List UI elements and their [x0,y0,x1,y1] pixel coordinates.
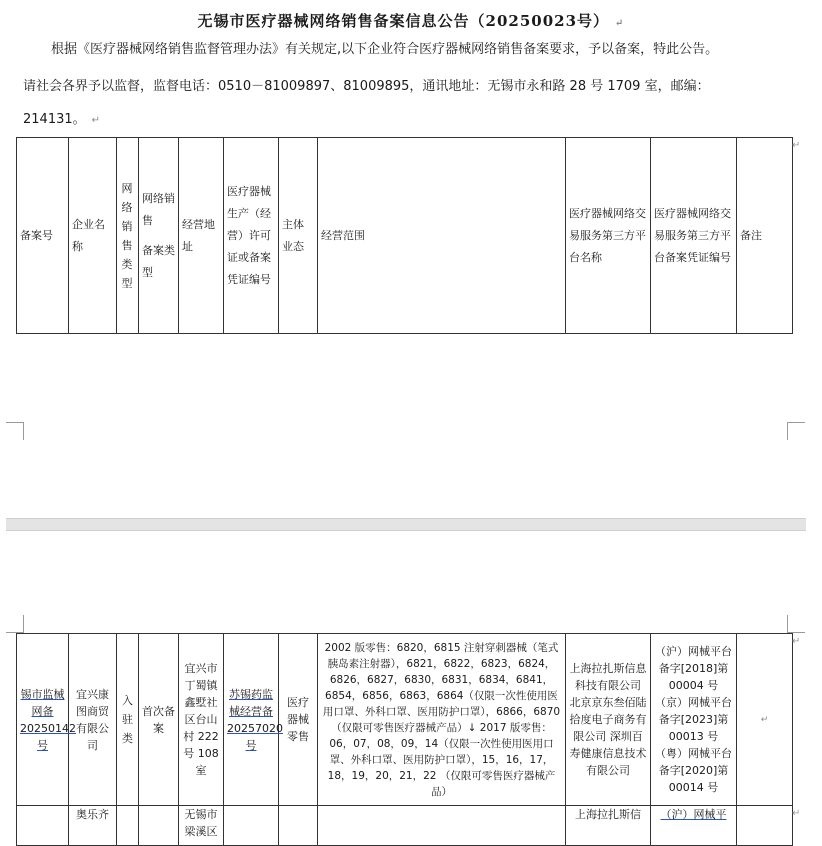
row-end-mark: ↵ [792,808,801,819]
cell-address: 宜兴市丁蜀镇鑫墅社区台山村 222 号 108 室 [179,634,224,806]
cell-record-no: 锡市监械网备 20250142 号 [17,634,69,806]
cell-record-type [139,806,179,846]
cell-license: 苏锡药监械经营备 20257020 号 [224,634,279,806]
cell-scope [318,806,566,846]
contact-paragraph: 请社会各界予以监督，监督电话：0510－81009897、81009895，通讯地址：无锡市永和路 28 号 1709 室，邮编： [23,79,710,94]
cell-company: 宜兴康图商贸有限公司 [69,634,117,806]
page-corner-mark [6,422,24,440]
record-table-body [16,633,793,846]
cell-address: 无锡市梁溪区 [179,806,224,846]
header-sales-type: 网络销售类型 [117,138,139,334]
cell-business-type: 医疗器械零售 [279,634,318,806]
page-corner-mark [787,615,805,633]
header-platform-record: 医疗器械网络交易服务第三方平台备案凭证编号 [651,138,737,334]
cell-company: 奥乐齐 [69,806,117,846]
header-license: 医疗器械生产（经营）许可证或备案凭证编号 [224,138,279,334]
cell-platform-record: （沪）网械平台备字[2018]第 00004 号 （京）网械平台备字[2023]第 00013 号 （粤）网械平台备字[2020]第 00014 号 [651,634,737,806]
cell-platform-name: 上海拉扎斯信 [566,806,651,846]
cell-sales-type: 入驻类 [117,634,139,806]
page-corner-mark [787,422,805,440]
cell-platform-name: 上海拉扎斯信息科技有限公司 北京京东叁佰陆拾度电子商务有限公司 深圳百寿健康信息技术有限公司 [566,634,651,806]
page-corner-mark [6,615,24,633]
cell-platform-record: （沪）网械平 [651,806,737,846]
page-separator [6,518,806,531]
document-title: 无锡市医疗器械网络销售备案信息公告（20250023号） ↵ [197,12,625,30]
cell-scope: 2002 版零售：6820，6815 注射穿刺器械（笔式胰岛素注射器），6821，6822，6823，6824，6826，6827，6830，6831，6834，6841，6854，6856，6863，6864（仅限一次性使用医用口罩、外科口罩、医用防护口罩），6866，6870 （仅限可零售医疗器械产品）↓ 2017 版零售：06，07，08，09，14（仅限一次性使用医用口罩、外科口罩、医用防护口罩），15，16，17，18，19，20，21，22 （仅限可零售医疗器械产品） [318,634,566,806]
cell-license [224,806,279,846]
header-record-type: 网络销售 备案类型 [139,138,179,334]
header-company: 企业名称 [69,138,117,334]
page-gap [0,440,822,630]
table-row [17,806,793,846]
cell-business-type [279,806,318,846]
header-business-type: 主体业态 [279,138,318,334]
cell-record-type: 首次备案 [139,634,179,806]
row-end-mark: ↵ [792,140,801,151]
cell-sales-type [117,806,139,846]
header-platform-name: 医疗器械网络交易服务第三方平台名称 [566,138,651,334]
header-remarks: 备注 [737,138,793,334]
cell-remarks [737,806,793,846]
cell-remarks: ↵ [737,634,793,806]
cell-record-no [17,806,69,846]
record-table-header [16,137,793,334]
postcode-paragraph: 214131。 ↵ [23,112,101,127]
header-address: 经营地址 [179,138,224,334]
header-record-no: 备案号 [17,138,69,334]
table-row [17,634,793,806]
header-scope: 经营范围 [318,138,566,334]
row-end-mark: ↵ [792,636,801,647]
intro-paragraph: 根据《医疗器械网络销售监督管理办法》有关规定,以下企业符合医疗器械网络销售备案要求，予以备案，特此公告。 [51,42,719,57]
